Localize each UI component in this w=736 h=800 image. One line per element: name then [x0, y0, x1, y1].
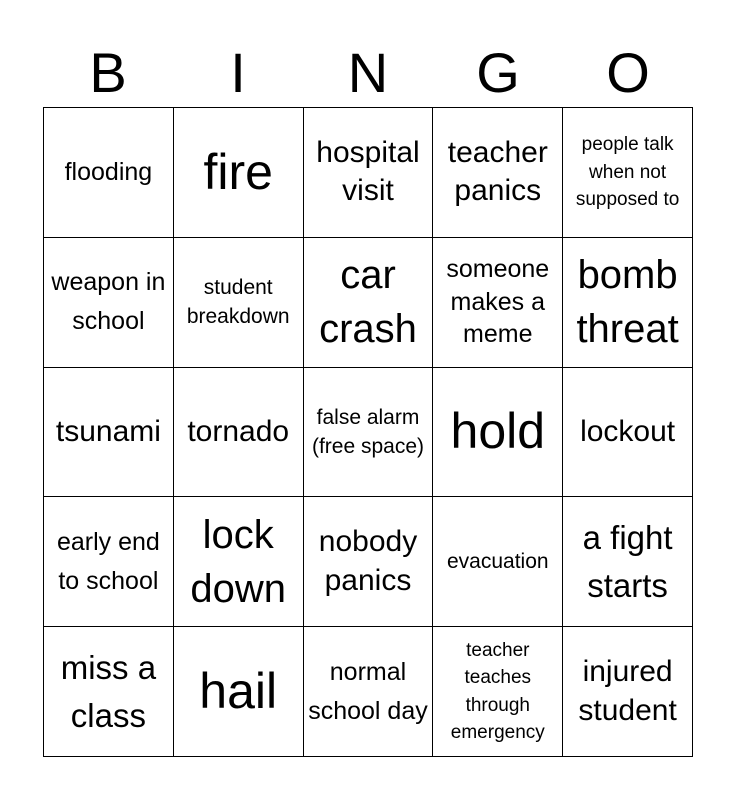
bingo-cell-teacher-teaches-through-emergency[interactable] — [433, 627, 563, 757]
bingo-cell-label: tornado — [187, 414, 290, 448]
bingo-cell-lock-down[interactable] — [174, 497, 304, 627]
header-letter-g: G — [476, 41, 520, 104]
bingo-cell-label: a fight starts — [582, 518, 673, 604]
header-letter-b: B — [89, 41, 127, 104]
bingo-cell-lockout[interactable] — [563, 368, 693, 498]
bingo-cell-label: bomb threat — [576, 253, 679, 352]
bingo-cell-weapon-in-school[interactable] — [44, 238, 174, 368]
bingo-cell-someone-makes-a-meme[interactable] — [433, 238, 563, 368]
bingo-cell-label: student breakdown — [186, 275, 290, 329]
bingo-cell-label: weapon in school — [51, 268, 166, 336]
bingo-cell-label: tsunami — [55, 414, 161, 448]
bingo-cell-injured-student[interactable] — [563, 627, 693, 757]
bingo-cell-label: lock down — [190, 512, 286, 611]
bingo-cell-label: normal school day — [308, 657, 428, 725]
bingo-cell-label: false alarm (free space) — [311, 405, 425, 458]
bingo-cell-label: lockout — [580, 414, 676, 448]
bingo-cell-label: injured student — [578, 655, 677, 727]
bingo-card-grid — [43, 107, 693, 757]
bingo-cell-hold[interactable] — [433, 368, 563, 498]
bingo-cell-label: miss a class — [60, 648, 157, 734]
bingo-cell-label: hold — [450, 403, 546, 460]
bingo-cell-hail[interactable] — [174, 627, 304, 757]
bingo-cell-label: early end to school — [56, 528, 160, 595]
bingo-cell-early-end-to-school[interactable] — [44, 497, 174, 627]
bingo-cell-hospital-visit[interactable] — [304, 108, 434, 238]
bingo-cell-label: flooding — [64, 158, 153, 187]
bingo-cell-nobody-panics[interactable] — [304, 497, 434, 627]
bingo-cell-label: nobody panics — [318, 525, 418, 597]
header-letter-i: I — [230, 41, 246, 104]
bingo-cell-free-space[interactable] — [304, 368, 434, 498]
bingo-cell-label: people talk when not supposed to — [575, 134, 680, 211]
bingo-cell-miss-a-class[interactable] — [44, 627, 174, 757]
bingo-cell-label: hospital visit — [316, 136, 420, 208]
bingo-cell-a-fight-starts[interactable] — [563, 497, 693, 627]
bingo-cell-tornado[interactable] — [174, 368, 304, 498]
bingo-cell-tsunami[interactable] — [44, 368, 174, 498]
bingo-cell-label: fire — [203, 143, 273, 200]
bingo-cell-fire[interactable] — [174, 108, 304, 238]
bingo-cell-teacher-panics[interactable] — [433, 108, 563, 238]
bingo-cell-flooding[interactable] — [44, 108, 174, 238]
bingo-cell-label: teacher teaches through emergency — [450, 639, 545, 744]
bingo-cell-label: teacher panics — [447, 136, 548, 208]
header-letter-o: O — [606, 41, 650, 104]
bingo-cell-label: someone makes a meme — [446, 255, 550, 349]
bingo-cell-label: car crash — [319, 253, 417, 352]
bingo-cell-student-breakdown[interactable] — [174, 238, 304, 368]
bingo-cell-normal-school-day[interactable] — [304, 627, 434, 757]
bingo-cell-label: hail — [199, 663, 278, 720]
header-letter-n: N — [347, 41, 389, 104]
bingo-cell-evacuation[interactable] — [433, 497, 563, 627]
bingo-header — [43, 40, 693, 106]
bingo-cell-label: evacuation — [447, 550, 549, 574]
bingo-cell-car-crash[interactable] — [304, 238, 434, 368]
bingo-cell-bomb-threat[interactable] — [563, 238, 693, 368]
bingo-cell-people-talk[interactable] — [563, 108, 693, 238]
